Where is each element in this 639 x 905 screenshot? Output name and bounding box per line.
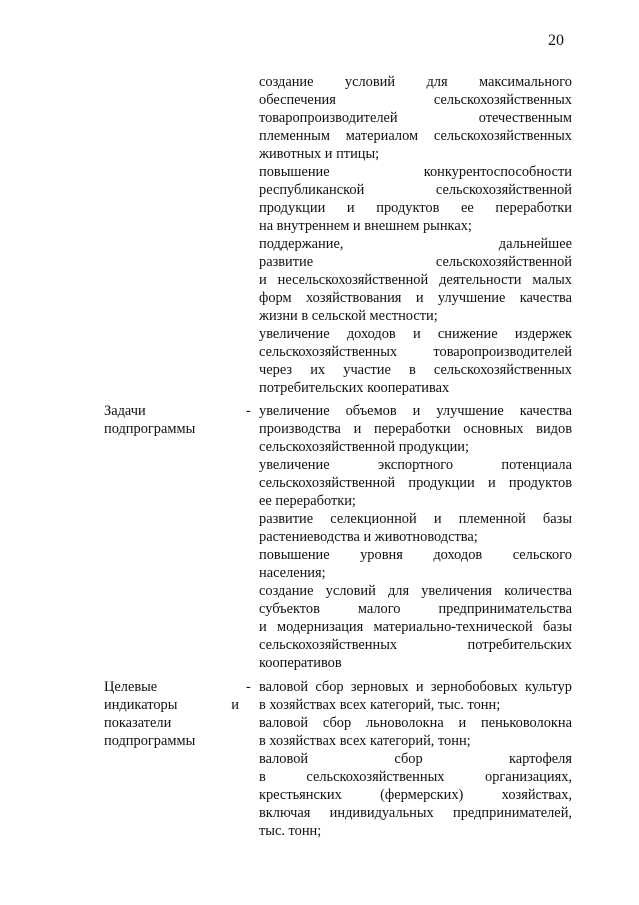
tasks-line: увеличение объемов и улучшение качества — [259, 403, 572, 419]
indicators-line: валовой сбор картофеля — [259, 751, 572, 767]
goals-line: жизни в сельской местности; — [259, 308, 438, 324]
goals-line: и несельскохозяйственной деятельности малых — [259, 272, 572, 288]
indicators-label: Целевые — [104, 679, 158, 695]
tasks-line: развитие селекционной и племенной базы — [259, 511, 572, 527]
indicators-label: подпрограммы — [104, 733, 196, 749]
indicators-label: показатели — [104, 715, 172, 731]
tasks-line: сельскохозяйственной продукции; — [259, 439, 469, 455]
tasks-label: подпрограммы — [104, 421, 196, 437]
goals-line: увеличение доходов и снижение издержек — [259, 326, 572, 342]
goals-line: животных и птицы; — [259, 146, 380, 162]
goals-line: повышение конкурентоспособности — [259, 164, 572, 180]
tasks-line: сельскохозяйственных потребительских — [259, 637, 572, 653]
indicators-dash: - — [246, 679, 251, 695]
tasks-line: и модернизация материально-технической базы — [259, 619, 572, 635]
indicators-line: валовой сбор зерновых и зернобобовых культур — [259, 679, 572, 695]
goals-line: создание условий для максимального — [259, 74, 572, 90]
goals-line: через их участие в сельскохозяйственных — [259, 362, 572, 378]
goals-line: племенным материалом сельскохозяйственных — [259, 128, 572, 144]
goals-line: республиканской сельскохозяйственной — [259, 182, 572, 198]
goals-line: развитие сельскохозяйственной — [259, 254, 572, 270]
tasks-line: создание условий для увеличения количества — [259, 583, 572, 599]
page-number: 20 — [548, 32, 564, 49]
indicators-line: валовой сбор льноволокна и пеньковолокна — [259, 715, 572, 731]
tasks-line: ее переработки; — [259, 493, 356, 509]
tasks-line: повышение уровня доходов сельского — [259, 547, 572, 563]
goals-line: поддержание, дальнейшее — [259, 236, 572, 252]
goals-line: потребительских кооперативах — [259, 380, 450, 396]
tasks-line: производства и переработки основных видов — [259, 421, 572, 437]
indicators-line: включая индивидуальных предпринимателей, — [259, 805, 572, 821]
tasks-line: субъектов малого предпринимательства — [259, 601, 572, 617]
tasks-label: Задачи — [104, 403, 146, 419]
goals-line: на внутреннем и внешнем рынках; — [259, 218, 472, 234]
indicators-line: крестьянских (фермерских) хозяйствах, — [259, 787, 572, 803]
indicators-line: в хозяйствах всех категорий, тыс. тонн; — [259, 697, 501, 713]
goals-line: форм хозяйствования и улучшение качества — [259, 290, 572, 306]
indicators-line: в сельскохозяйственных организациях, — [259, 769, 572, 785]
indicators-line: в хозяйствах всех категорий, тонн; — [259, 733, 471, 749]
tasks-line: увеличение экспортного потенциала — [259, 457, 572, 473]
tasks-line: кооперативов — [259, 655, 342, 671]
indicators-label: индикаторы и — [104, 697, 239, 713]
goals-line: товаропроизводителей отечественным — [259, 110, 572, 126]
tasks-line: растениеводства и животноводства; — [259, 529, 478, 545]
tasks-dash: - — [246, 403, 251, 419]
goals-line: сельскохозяйственных товаропроизводителей — [259, 344, 572, 360]
goals-line: обеспечения сельскохозяйственных — [259, 92, 572, 108]
indicators-line: тыс. тонн; — [259, 823, 322, 839]
goals-line: продукции и продуктов ее переработки — [259, 200, 572, 216]
tasks-line: населения; — [259, 565, 326, 581]
tasks-line: сельскохозяйственной продукции и продуктов — [259, 475, 572, 491]
